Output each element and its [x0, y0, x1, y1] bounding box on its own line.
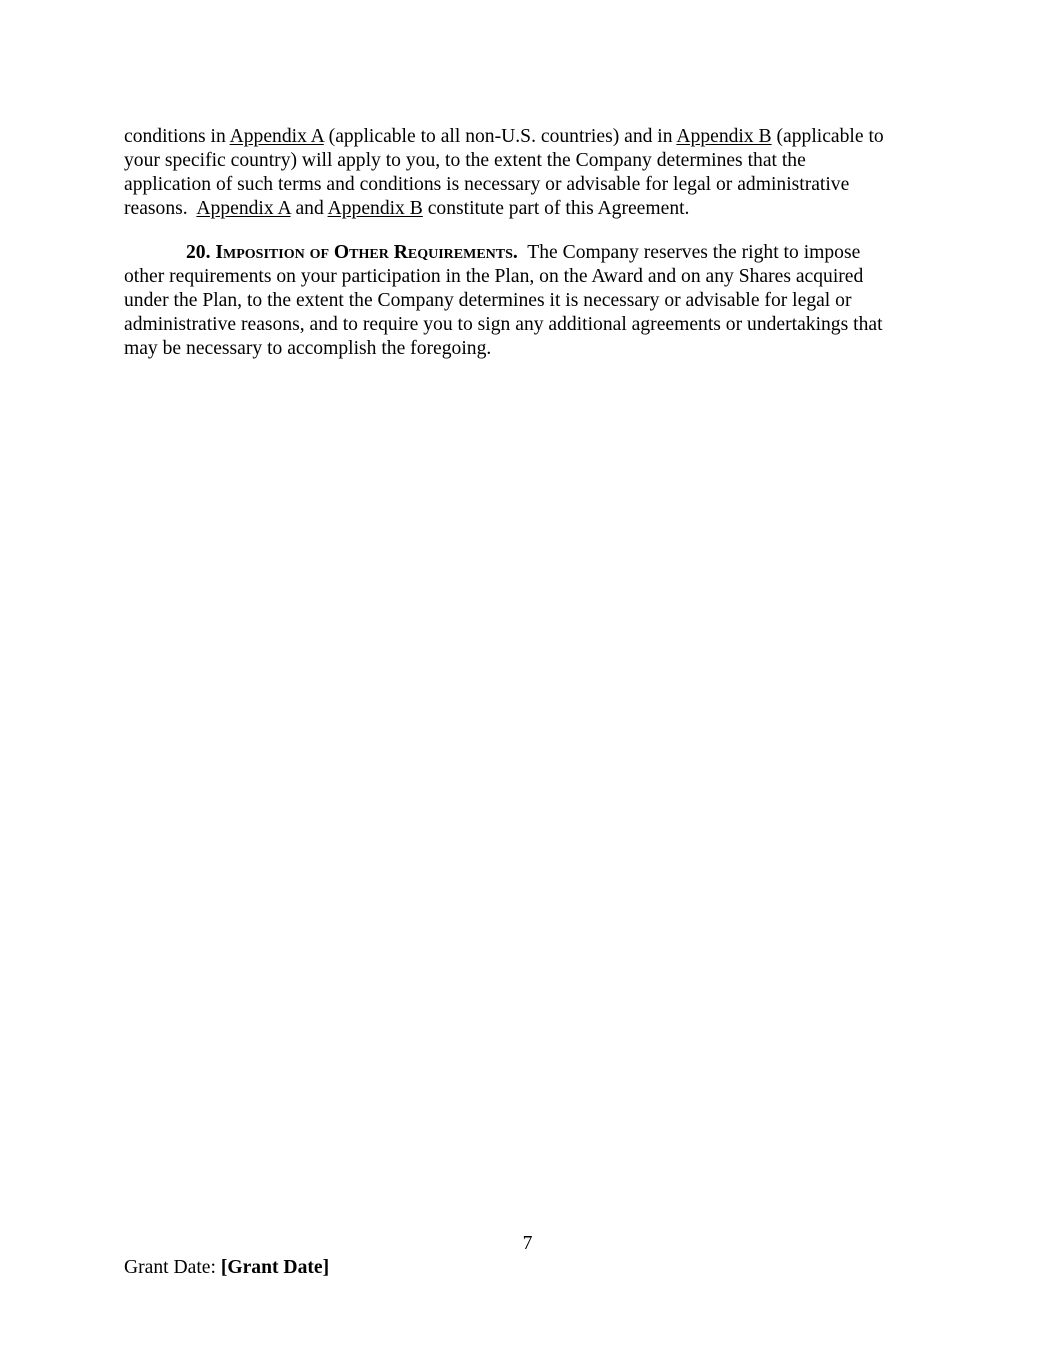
text-line: other requirements on your participation in the Plan, on the Award and on any Shares acquired — [124, 266, 864, 287]
text-run: (applicable to — [771, 126, 884, 147]
page-number: 7 — [522, 1233, 533, 1254]
section-heading: 20. Imposition of Other Requirements. — [186, 242, 518, 263]
text-run: conditions in — [124, 126, 230, 147]
appendix-a-reference: Appendix A — [196, 198, 291, 219]
text-run: (applicable to all non-U.S. countries) and in — [323, 126, 677, 147]
footer-label: Grant Date: — [124, 1257, 221, 1278]
text-line: administrative reasons, and to require you to sign any additional agreements or undertakings that — [124, 314, 883, 335]
text-line: your specific country) will apply to you, to the extent the Company determines that the — [124, 150, 806, 171]
footer-grant-date — [124, 1256, 329, 1280]
appendix-a-reference: Appendix A — [229, 126, 324, 147]
text-line: under the Plan, to the extent the Company determines it is necessary or advisable for legal or — [124, 290, 852, 311]
appendix-b-reference: Appendix B — [327, 198, 423, 219]
text-run: reasons. — [124, 198, 197, 219]
text-line — [124, 197, 936, 221]
text-line — [124, 125, 936, 149]
text-run: and — [290, 198, 328, 219]
section-20 — [124, 241, 936, 361]
footer-value: [Grant Date] — [220, 1257, 330, 1278]
section-19-continuation — [124, 125, 936, 221]
text-run: constitute part of this Agreement. — [422, 198, 690, 219]
text-run: The Company reserves the right to impose — [517, 242, 861, 263]
text-line: application of such terms and conditions is necessary or advisable for legal or administrative — [124, 174, 850, 195]
text-line — [124, 241, 936, 265]
text-line: may be necessary to accomplish the foregoing. — [124, 338, 492, 359]
appendix-b-reference: Appendix B — [676, 126, 772, 147]
